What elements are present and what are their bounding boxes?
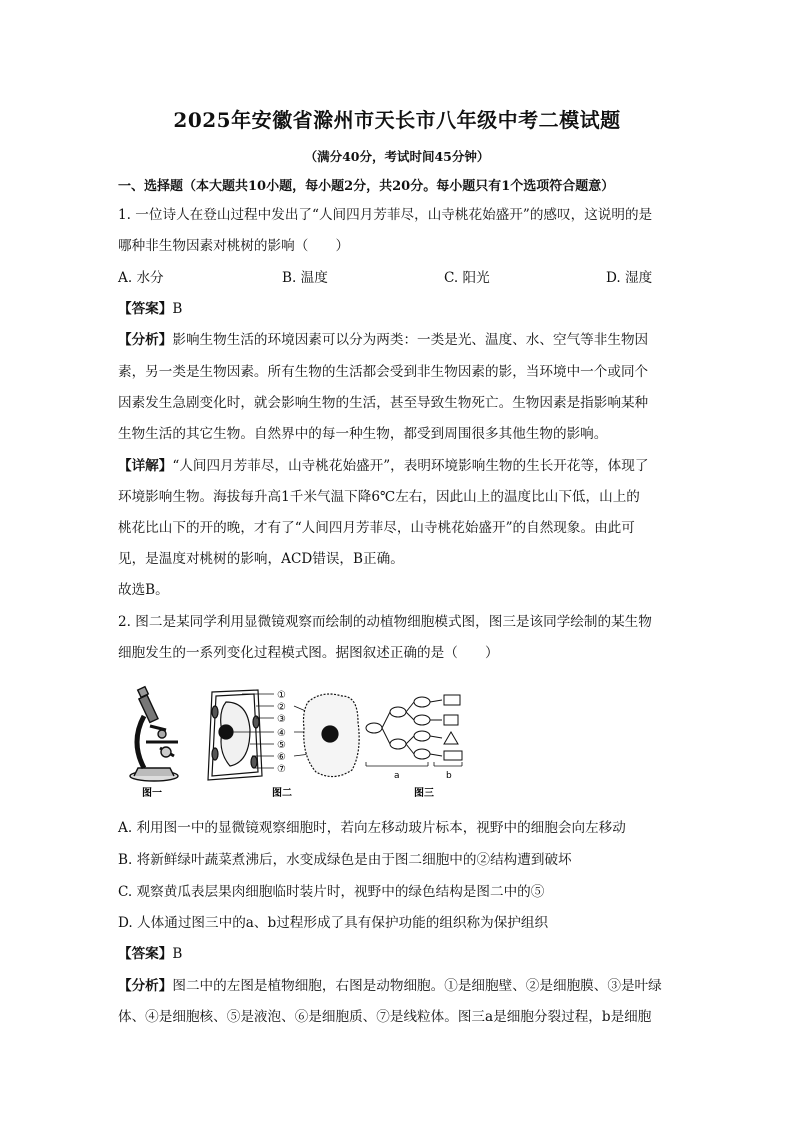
q2-option-d: D. 人体通过图三中的a、b过程形成了具有保护功能的组织称为保护组织 — [118, 915, 549, 931]
answer-tag: 【答案】 — [118, 301, 173, 317]
label-numbers — [277, 690, 286, 775]
label-num-6: ⑥ — [277, 752, 286, 763]
q1-detail-line4: 见，是温度对桃树的影响，ACD错误，B正确。 — [118, 551, 404, 567]
q2-answer — [118, 944, 678, 964]
q1-analysis-line1 — [118, 330, 678, 350]
process-brackets — [366, 762, 462, 766]
exam-title: 2025年安徽省滁州市天长市八年级中考二模试题 — [173, 108, 621, 132]
q1-detail-line2: 环境影响生物。海拔每升高1千米气温下降6℃左右，因此山上的温度比山下低，山上的 — [118, 489, 640, 505]
q1-option-b: B. 温度 — [282, 270, 328, 286]
process-label-a: a — [394, 771, 400, 781]
q1-stem-line2: 哪种非生物因素对桃树的影响（ ） — [118, 238, 350, 254]
q1-option-d: D. 湿度 — [606, 270, 653, 286]
cell-process-diagram — [366, 695, 462, 760]
q1-detail-line1 — [118, 456, 678, 476]
analysis-text: 影响生物生活的环境因素可以分为两类：一类是光、温度、水、空气等非生物因 — [172, 332, 649, 348]
label-num-4: ④ — [277, 728, 286, 739]
q1-analysis-line4: 生物生活的其它生物。自然界中的每一种生物，都受到周围很多其他生物的影响。 — [118, 426, 608, 442]
q2-stem-line1: 2. 图二是某同学利用显微镜观察而绘制的动植物细胞模式图，图三是该同学绘制的某生物 — [118, 614, 652, 630]
q2-stem-line2: 细胞发生的一系列变化过程模式图。据图叙述正确的是（ ） — [118, 645, 499, 661]
exam-subtitle: （满分40分，考试时间45分钟） — [304, 149, 490, 164]
label-num-5: ⑤ — [277, 740, 286, 751]
microscope-icon — [130, 687, 178, 781]
figure-label-1: 图一 — [142, 788, 162, 799]
q2-figure-svg — [122, 682, 472, 800]
label-num-1: ① — [277, 690, 286, 701]
q2-analysis-line1 — [118, 976, 678, 996]
label-num-7: ⑦ — [277, 764, 286, 775]
analysis-text: 图二中的左图是植物细胞，右图是动物细胞。①是细胞壁、②是细胞膜、③是叶绿 — [172, 978, 662, 994]
q1-option-c: C. 阳光 — [444, 270, 490, 286]
q2-option-b: B. 将新鲜绿叶蔬菜煮沸后，水变成绿色是由于图二细胞中的②结构遭到破坏 — [118, 852, 572, 868]
q1-analysis-line3: 因素发生急剧变化时，就会影响生物的生活，甚至导致生物死亡。生物因素是指影响某种 — [118, 395, 649, 411]
answer-value: B — [172, 946, 183, 962]
detail-tag: 【详解】 — [118, 458, 173, 474]
analysis-tag: 【分析】 — [118, 332, 173, 348]
q1-analysis-line2: 素，另一类是生物因素。所有生物的生活都会受到非生物因素的影，当环境中一个或同个 — [118, 364, 649, 380]
q1-detail-line3: 桃花比山下的开的晚，才有了“人间四月芳菲尽，山寺桃花始盛开”的自然现象。由此可 — [118, 520, 635, 536]
q2-option-c: C. 观察黄瓜表层果肉细胞临时装片时，视野中的绿色结构是图二中的⑤ — [118, 884, 545, 900]
q1-option-a: A. 水分 — [118, 270, 164, 286]
detail-text: “人间四月芳菲尽，山寺桃花始盛开”，表明环境影响生物的生长开花等，体现了 — [172, 458, 649, 474]
q1-conclusion: 故选B。 — [118, 582, 169, 598]
q2-option-a: A. 利用图一中的显微镜观察细胞时，若向左移动玻片标本，视野中的细胞会向左移动 — [118, 820, 626, 836]
label-num-3: ③ — [277, 714, 286, 725]
q2-figure — [122, 682, 472, 800]
q1-answer — [118, 299, 678, 319]
analysis-tag: 【分析】 — [118, 978, 173, 994]
answer-tag: 【答案】 — [118, 946, 173, 962]
label-num-2: ② — [277, 702, 286, 713]
plant-cell-icon — [208, 690, 262, 780]
animal-cell-icon — [304, 694, 360, 777]
q2-analysis-line2: 体、④是细胞核、⑤是液泡、⑥是细胞质、⑦是线粒体。图三a是细胞分裂过程，b是细胞 — [118, 1009, 652, 1025]
q1-stem-line1: 1. 一位诗人在登山过程中发出了“人间四月芳菲尽，山寺桃花始盛开”的感叹，这说明的是 — [118, 207, 653, 223]
answer-value: B — [172, 301, 183, 317]
process-label-b: b — [446, 771, 452, 781]
figure-label-2: 图二 — [272, 788, 292, 799]
section-heading: 一、选择题（本大题共10小题，每小题2分，共20分。每小题只有1个选项符合题意） — [118, 179, 615, 194]
figure-label-3: 图三 — [414, 788, 434, 799]
